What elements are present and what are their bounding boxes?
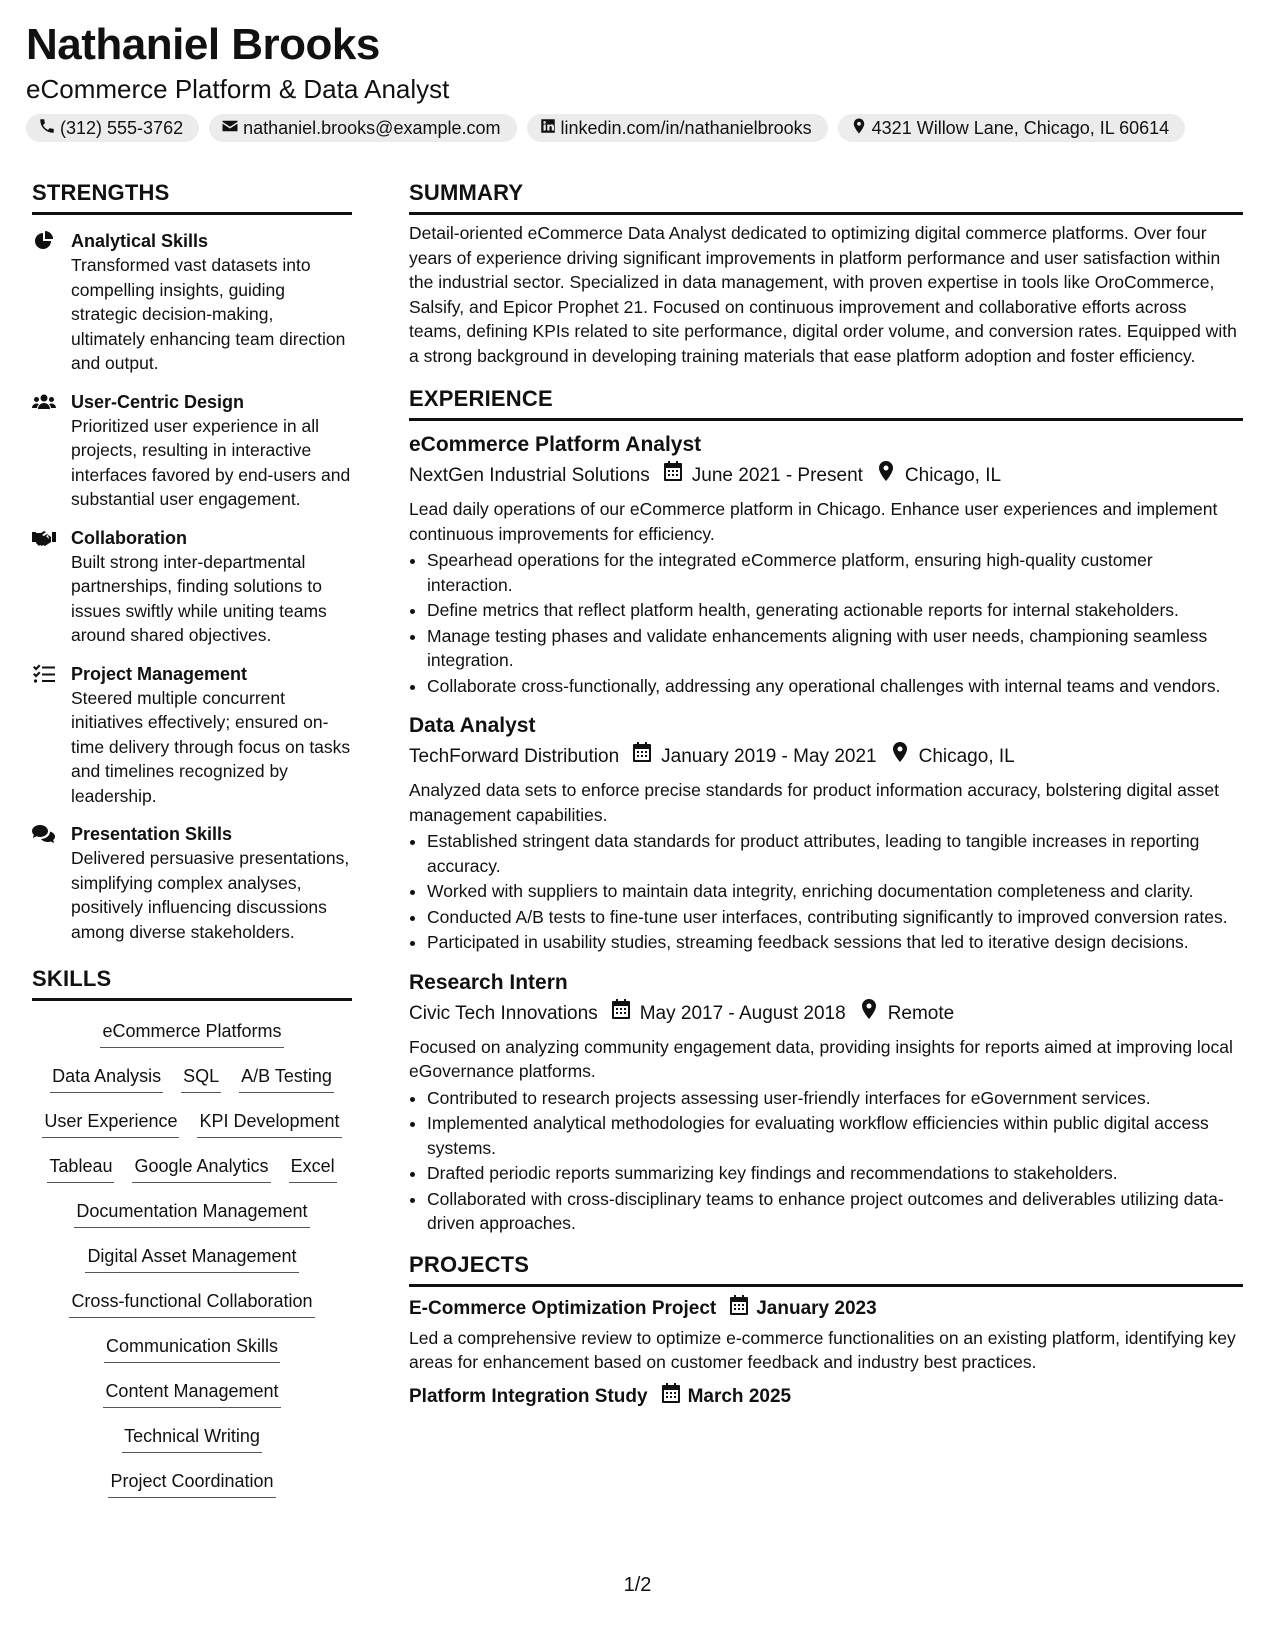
job-location: Chicago, IL <box>904 465 1002 486</box>
job-location: Chicago, IL <box>918 746 1015 767</box>
job-entry <box>409 969 1243 1236</box>
skill-tag: SQL <box>181 1065 221 1093</box>
job-bullet: • Implemented analytical methodologies for evaluating workflow efficiencies within public digital access systems. <box>427 1111 1243 1160</box>
summary-heading: SUMMARY <box>409 180 1243 215</box>
project-header <box>409 1295 1243 1324</box>
skill-tag: User Experience <box>42 1110 179 1138</box>
job-meta <box>409 461 1243 491</box>
job-bullets <box>409 829 1243 955</box>
project-date: January 2023 <box>756 1298 877 1319</box>
strength-item <box>32 662 352 809</box>
job-location: Remote <box>887 1002 955 1024</box>
skill-row <box>104 1326 280 1371</box>
skill-row <box>108 1461 275 1506</box>
contact-address-text: 4321 Willow Lane, Chicago, IL 60614 <box>871 117 1170 138</box>
strength-item <box>32 390 352 512</box>
job-meta <box>409 742 1243 772</box>
job-description: Analyzed data sets to enforce precise standards for product information accuracy, bolstering digital asset management capabilities. <box>409 780 1219 825</box>
skill-row <box>69 1281 314 1326</box>
job-dates: May 2017 - August 2018 <box>639 1002 846 1024</box>
project-title: E-Commerce Optimization Project <box>409 1298 717 1319</box>
skill-tag: Project Coordination <box>108 1470 275 1498</box>
strength-title: Project Management <box>71 663 248 684</box>
project-date: March 2025 <box>687 1386 792 1407</box>
candidate-headline: eCommerce Platform & Data Analyst <box>26 74 450 104</box>
envelope-icon <box>221 117 239 140</box>
skill-tag: Technical Writing <box>122 1425 262 1453</box>
strength-desc: Built strong inter-departmental partnerships, finding solutions to issues swiftly while uniting teams around shared objectives. <box>71 551 327 645</box>
map-pin-icon <box>891 742 909 772</box>
strength-item <box>32 822 352 944</box>
job-title: eCommerce Platform Analyst <box>409 433 702 456</box>
skill-tag: KPI Development <box>197 1110 341 1138</box>
contact-email[interactable] <box>209 114 516 142</box>
users-icon <box>32 392 56 412</box>
job-entry <box>409 712 1243 955</box>
job-dates: January 2019 - May 2021 <box>661 746 877 767</box>
job-bullet: • Drafted periodic reports summarizing key findings and recommendations to stakeholders. <box>427 1161 1243 1186</box>
job-company: TechForward Distribution <box>409 746 620 767</box>
project-entry <box>409 1383 1243 1412</box>
page-number: 1/2 <box>623 1574 652 1596</box>
contact-bar <box>26 114 1185 142</box>
phone-icon <box>38 117 56 140</box>
job-bullet: • Collaborate cross-functionally, addressing any operational challenges with internal teams and vendors. <box>427 674 1243 699</box>
job-bullet: • Conducted A/B tests to fine-tune user interfaces, contributing significantly to improved conversion rates. <box>427 905 1243 930</box>
skill-row <box>47 1146 336 1191</box>
contact-email-text: nathaniel.brooks@example.com <box>243 117 501 138</box>
skill-tag: Tableau <box>47 1155 114 1183</box>
job-title: Research Intern <box>409 970 568 994</box>
calendar-icon <box>612 999 630 1029</box>
strength-title: Analytical Skills <box>71 231 209 251</box>
strength-desc: Transformed vast datasets into compelling insights, guiding strategic decision-making, ultimately enhancing team direction and output. <box>71 255 346 373</box>
job-description: Lead daily operations of our eCommerce platform in Chicago. Enhance user experiences and implement continuous improvements for efficiency. <box>409 499 1218 544</box>
map-pin-icon <box>860 999 878 1029</box>
job-bullet: • Established stringent data standards for product attributes, leading to tangible increases in reporting accuracy. <box>427 829 1243 878</box>
contact-linkedin-text: linkedin.com/in/nathanielbrooks <box>560 117 812 138</box>
project-description: Led a comprehensive review to optimize e-commerce functionalities on an existing platform, identifying key areas for enhancement based on customer feedback and industry best practices. <box>409 1327 1236 1372</box>
contact-linkedin[interactable] <box>527 114 828 142</box>
project-header <box>409 1383 1243 1412</box>
skills-heading: SKILLS <box>32 966 352 1001</box>
job-company: NextGen Industrial Solutions <box>409 465 650 486</box>
skill-tag: Data Analysis <box>50 1065 163 1093</box>
job-company: Civic Tech Innovations <box>409 1002 598 1024</box>
job-bullets <box>409 1086 1243 1236</box>
job-bullet: • Spearhead operations for the integrated eCommerce platform, ensuring high-quality customer interaction. <box>427 548 1243 597</box>
skill-row <box>85 1236 298 1281</box>
skill-tag: Cross-functional Collaboration <box>69 1290 314 1318</box>
strength-desc: Delivered persuasive presentations, simplifying complex analyses, positively influencing discussions among diverse stakeholders. <box>71 848 350 942</box>
skill-row <box>50 1056 334 1101</box>
job-bullet: • Worked with suppliers to maintain data integrity, enriching documentation completeness and clarity. <box>427 879 1243 904</box>
calendar-icon <box>633 742 651 772</box>
job-description: Focused on analyzing community engagement data, providing insights for reports aimed at improving local eGovernance platforms. <box>409 1036 1233 1081</box>
project-title: Platform Integration Study <box>409 1386 648 1407</box>
pie-chart-icon <box>32 231 56 251</box>
skill-tag: Digital Asset Management <box>85 1245 298 1273</box>
job-entry <box>409 431 1243 698</box>
skill-row <box>100 1011 283 1056</box>
right-column <box>409 180 1243 1412</box>
job-meta <box>409 999 1243 1029</box>
job-title: Data Analyst <box>409 714 536 737</box>
projects-heading: PROJECTS <box>409 1252 1243 1287</box>
skill-tag: Excel <box>289 1155 337 1183</box>
contact-phone[interactable] <box>26 114 199 142</box>
job-bullet: • Participated in usability studies, streaming feedback sessions that led to iterative design decisions. <box>427 930 1243 955</box>
skill-tag: Communication Skills <box>104 1335 280 1363</box>
skill-tag: Documentation Management <box>74 1200 309 1228</box>
contact-phone-text: (312) 555-3762 <box>60 117 184 138</box>
project-entry <box>409 1295 1243 1375</box>
skill-tag: Google Analytics <box>132 1155 270 1183</box>
calendar-icon <box>730 1295 748 1324</box>
handshake-icon <box>32 528 56 548</box>
strength-item <box>32 229 352 376</box>
job-bullet: • Contributed to research projects assessing user-friendly interfaces for eGovernment services. <box>427 1086 1243 1111</box>
job-bullet: • Collaborated with cross-disciplinary teams to enhance project outcomes and deliverables utilizing data-driven approaches. <box>427 1187 1243 1236</box>
map-pin-icon <box>877 461 895 491</box>
strength-desc: Prioritized user experience in all projects, resulting in interactive interfaces favored by end-users and substantial user engagement. <box>71 415 351 509</box>
skill-row <box>42 1101 341 1146</box>
job-bullet: • Define metrics that reflect platform health, generating actionable reports for internal stakeholders. <box>427 598 1243 623</box>
list-check-icon <box>32 664 56 684</box>
calendar-icon <box>662 1383 680 1412</box>
job-bullet: • Manage testing phases and validate enhancements aligning with user needs, championing seamless integration. <box>427 624 1243 673</box>
job-bullets <box>409 548 1243 698</box>
linkedin-icon <box>539 117 557 140</box>
strength-desc: Steered multiple concurrent initiatives effectively; ensured on-time delivery through focus on tasks and timelines recognized by leadership. <box>71 687 351 806</box>
skill-row <box>74 1191 309 1236</box>
skill-tag: eCommerce Platforms <box>100 1020 283 1048</box>
skill-tag: Content Management <box>103 1380 280 1408</box>
skill-row <box>122 1416 262 1461</box>
calendar-icon <box>664 461 682 491</box>
strength-title: User-Centric Design <box>71 391 245 412</box>
map-pin-icon <box>850 117 868 140</box>
strength-title: Collaboration <box>71 527 187 548</box>
contact-address <box>838 114 1186 142</box>
summary-text: Detail-oriented eCommerce Data Analyst dedicated to optimizing digital commerce platforms. Over four years of experience driving significant improvements in platform performance and user satisfaction within the industrial sector. Specialized in data management, with proven expertise in tools like OroCommerce, Salsify, and Epicor Prophet 21. Focused on continuous improvement and collaborative efforts across teams, defining KPIs related to site performance, digital order volume, and conversion rates. Equipped with a strong background in developing training materials that ease platform adoption and foster efficiency. <box>409 223 1237 366</box>
strength-item <box>32 526 352 648</box>
left-column <box>32 180 352 1506</box>
strengths-heading: STRENGTHS <box>32 180 352 215</box>
skill-row <box>103 1371 280 1416</box>
skills-list <box>32 1011 352 1506</box>
comments-icon <box>32 824 56 844</box>
strength-title: Presentation Skills <box>71 824 233 844</box>
experience-heading: EXPERIENCE <box>409 386 1243 421</box>
candidate-name: Nathaniel Brooks <box>26 20 380 69</box>
job-dates: June 2021 - Present <box>691 465 863 486</box>
skill-tag: A/B Testing <box>239 1065 334 1093</box>
